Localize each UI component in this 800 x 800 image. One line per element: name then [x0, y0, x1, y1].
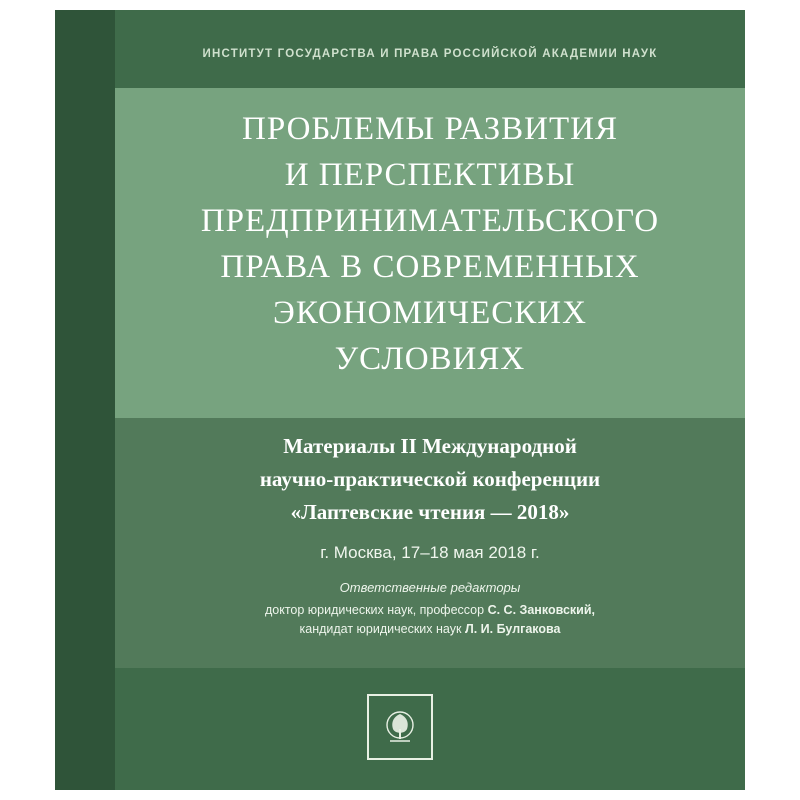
subtitle-line-1: Материалы II Международной — [283, 434, 577, 458]
title-line-3: ПРЕДПРИНИМАТЕЛЬСКОГО — [200, 203, 660, 239]
subtitle-line-2: научно-практической конференции — [259, 467, 601, 491]
book-subtitle — [115, 430, 745, 569]
book-cover — [55, 10, 745, 790]
editor-2-name: Л. И. Булгакова — [464, 622, 561, 636]
title-line-6: УСЛОВИЯХ — [334, 341, 526, 377]
institute-line: ИНСТИТУТ ГОСУДАРСТВА И ПРАВА РОССИЙСКОЙ АКАДЕМИИ НАУК — [202, 48, 658, 60]
editors-heading: Ответственные редакторы — [339, 580, 521, 595]
editor-row-2 — [115, 620, 745, 639]
title-line-4: ПРАВА В СОВРЕМЕННЫХ — [220, 249, 640, 285]
tree-emblem-icon — [367, 694, 433, 760]
subtitle-line-3: «Лаптевские чтения — 2018» — [290, 500, 570, 524]
title-line-2: И ПЕРСПЕКТИВЫ — [284, 157, 576, 193]
book-title — [115, 106, 745, 382]
place-and-date: г. Москва, 17–18 мая 2018 г. — [320, 543, 540, 562]
title-line-1: ПРОБЛЕМЫ РАЗВИТИЯ — [242, 111, 618, 147]
book-spine — [55, 10, 115, 790]
editors-block — [115, 578, 745, 639]
editor-row-1 — [115, 601, 745, 620]
title-line-5: ЭКОНОМИЧЕСКИХ — [273, 295, 587, 331]
editor-1-name: С. С. Занковский, — [487, 603, 596, 617]
editor-1-prefix: доктор юридических наук, профессор — [264, 603, 488, 617]
editor-2-prefix: кандидат юридических наук — [299, 622, 465, 636]
